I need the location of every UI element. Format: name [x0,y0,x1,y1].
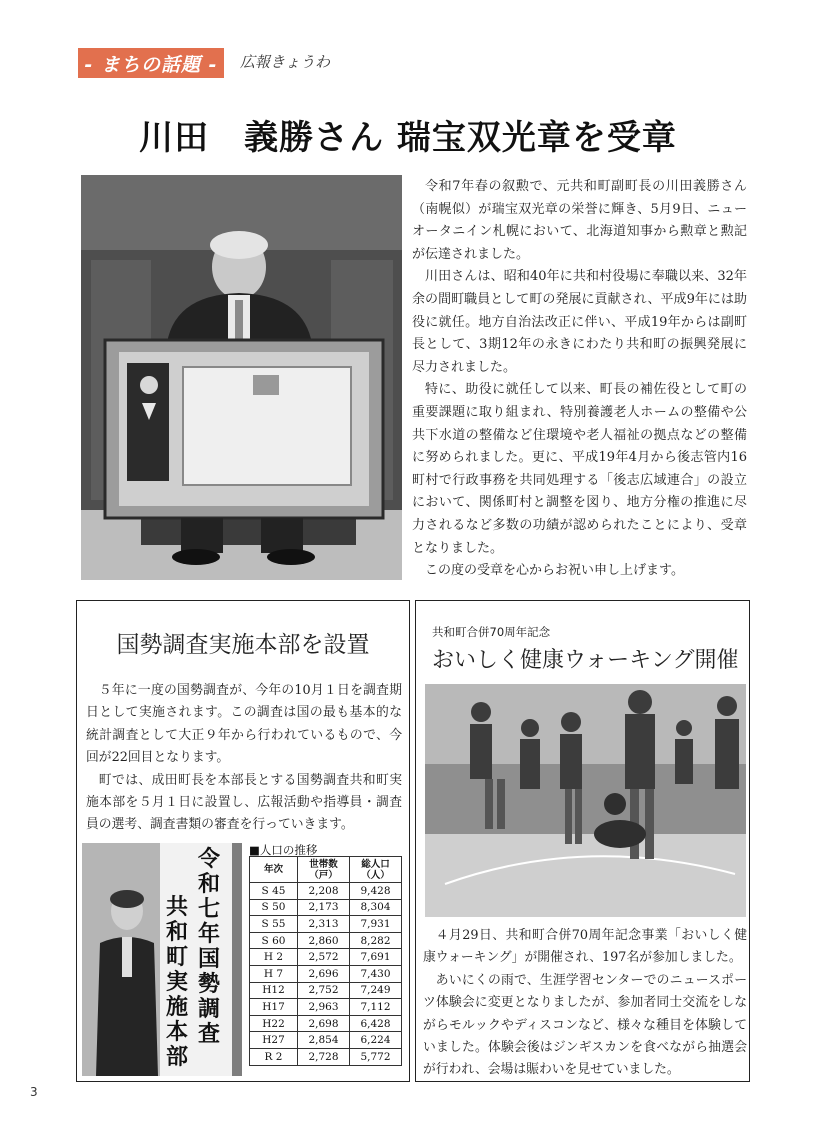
year-cell: S 55 [250,916,298,933]
signboard-right-text: 令和七年国勢調査 [197,846,220,1047]
signboard-left-text: 共和町実施本部 [165,894,188,1070]
walking-title: おいしく健康ウォーキング開催 [432,648,739,673]
year-cell: S 50 [250,899,298,916]
population-cell: 6,428 [350,1015,402,1032]
census-paragraph: ５年に一度の国勢調査が、今年の10月１日を調査期日として実施されます。この調査は国の最も基本的な統計調査として大正９年から行われているもので、今回が22回目となります。 [86,683,402,766]
award-photo-illustration [81,175,402,580]
table-row [250,1015,402,1032]
year-cell: S 45 [250,883,298,900]
table-row [250,916,402,933]
walking-paragraph: あいにくの雨で、生涯学習センターでのニュースポーツ体験会に変更となりましたが、参加者同士交流をしながらモルックやディスコンなど、様々な種目を体験していました。体験会後はジンギスカンを食べながら抽選会が行われ、会場は賑わいを見せていました。 [423,972,747,1078]
population-cell: 8,304 [350,899,402,916]
year-cell: H17 [250,999,298,1016]
year-cell: H 2 [250,949,298,966]
year-cell: H 7 [250,965,298,982]
page-number: 3 [30,1085,38,1099]
table-row [250,1048,402,1065]
households-cell: 2,208 [298,883,350,900]
award-photo [81,175,402,580]
table-row [250,949,402,966]
award-article [412,176,747,583]
award-paragraph: 川田さんは、昭和40年に共和村役場に奉職以来、32年余の間町職員として町の発展に貢献され、平成9年には助役に就任。地方自治法改正に伴い、平成19年からは副町長として、3期12年の永きにわたり共和町の振興発展に尽力されました。 [412,269,747,375]
population-cell: 7,112 [350,999,402,1016]
census-signboard [160,843,232,1076]
award-paragraph: 令和7年春の叙勲で、元共和町副町長の川田義勝さん（南幌似）が瑞宝双光章の栄誉に輝き、5月9日、ニューオータニイン札幌において、北海道知事から勲章と勲記が伝達されました。 [412,179,747,262]
table-header-row [250,857,402,883]
walking-paragraph: ４月29日、共和町合併70周年記念事業「おいしく健康ウォーキング」が開催され、197名が参加しました。 [423,928,747,966]
population-cell: 5,772 [350,1048,402,1065]
section-tag: - まちの話題 - [78,48,224,78]
table-row [250,999,402,1016]
households-cell: 2,752 [298,982,350,999]
population-cell: 7,931 [350,916,402,933]
households-cell: 2,698 [298,1015,350,1032]
table-row [250,932,402,949]
population-cell: 6,224 [350,1032,402,1049]
table-row [250,965,402,982]
population-cell: 7,691 [350,949,402,966]
census-article [86,680,402,837]
households-cell: 2,696 [298,965,350,982]
page-headline: 川田 義勝さん 瑞宝双光章を受章 [139,118,677,158]
column-header: 年次 [250,857,298,883]
census-paragraph: 町では、成田町長を本部長とする国勢調査共和町実施本部を５月１日に設置し、広報活動や指導員・調査員の選考、調査書類の審査を行っていきます。 [86,772,402,833]
year-cell: R 2 [250,1048,298,1065]
table-row [250,899,402,916]
walking-article [423,925,747,1082]
population-table-title: ■人口の推移 [249,843,318,857]
population-cell: 7,249 [350,982,402,999]
households-cell: 2,963 [298,999,350,1016]
walking-photo [425,684,746,917]
population-cell: 9,428 [350,883,402,900]
award-paragraph: この度の受章を心からお祝い申し上げます。 [425,563,684,579]
table-row [250,982,402,999]
year-cell: S 60 [250,932,298,949]
walking-photo-illustration [425,684,746,917]
census-title: 国勢調査実施本部を設置 [116,632,370,658]
table-row [250,1032,402,1049]
publisher-name: 広報きょうわ [240,53,331,71]
column-header: 総人口（人） [350,857,402,883]
award-paragraph: 特に、助役に就任して以来、町長の補佐役として町の重要課題に取り組まれ、特別養護老人ホームの整備や公共下水道の整備など住環境や老人福祉の拠点などの整備に努められました。更に、平成19年4月から後志管内16町村で行政事務を共同処理する「後志広域連合」の設立において、関係町村と調整を図り、地方分権の推進に尽力されるなど多数の功績が認められたことにより、受章となりました。 [412,382,747,556]
year-cell: H12 [250,982,298,999]
households-cell: 2,313 [298,916,350,933]
column-header: 世帯数（戸） [298,857,350,883]
households-cell: 2,572 [298,949,350,966]
walking-subtitle: 共和町合併70周年記念 [432,625,551,639]
households-cell: 2,854 [298,1032,350,1049]
year-cell: H22 [250,1015,298,1032]
population-table [249,856,402,1066]
table-row [250,883,402,900]
households-cell: 2,173 [298,899,350,916]
households-cell: 2,728 [298,1048,350,1065]
households-cell: 2,860 [298,932,350,949]
population-cell: 8,282 [350,932,402,949]
population-cell: 7,430 [350,965,402,982]
year-cell: H27 [250,1032,298,1049]
